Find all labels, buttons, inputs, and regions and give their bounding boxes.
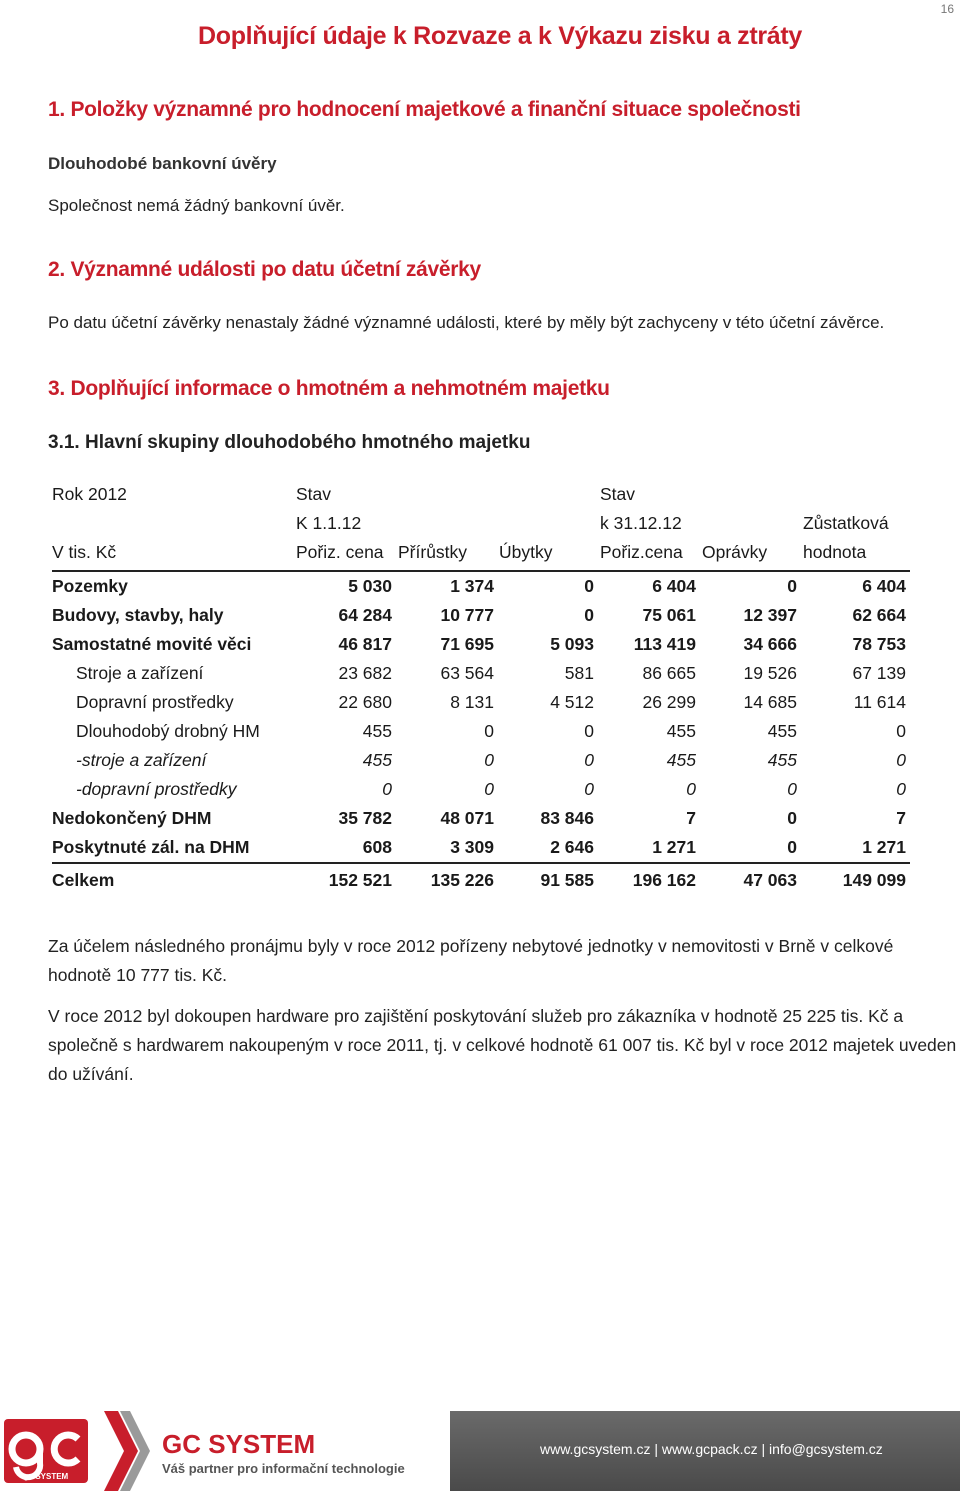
gc-system-brand-logo bbox=[104, 1411, 444, 1491]
footer-links[interactable]: www.gcsystem.cz | www.gcpack.cz | info@gcsystem.cz bbox=[540, 1441, 883, 1457]
section-2-heading: 2. Významné události po datu účetní závěrky bbox=[48, 258, 481, 281]
table-row: Nedokončený DHM 35 782 48 071 83 846 7 0 7 bbox=[52, 808, 906, 828]
table-row: Poskytnuté zál. na DHM 608 3 309 2 646 1 271 0 1 271 bbox=[52, 837, 906, 857]
footer-logo-mark-text: gc SYSTEM bbox=[23, 1472, 69, 1481]
header-col6-b: hodnota bbox=[803, 542, 867, 562]
table-row: Stroje a zařízení 23 682 63 564 581 86 665 19 526 67 139 bbox=[76, 663, 906, 683]
table-row: Budovy, stavby, haly 64 284 10 777 0 75 061 12 397 62 664 bbox=[52, 605, 906, 625]
gc-system-mark-logo bbox=[4, 1419, 88, 1483]
table-row: Dopravní prostředky 22 680 8 131 4 512 26 299 14 685 11 614 bbox=[76, 692, 906, 712]
footer-brand: GC SYSTEM bbox=[162, 1429, 316, 1459]
header-col4-c: Pořiz.cena bbox=[600, 542, 683, 562]
table-row: Samostatné movité věci 46 817 71 695 5 093 113 419 34 666 78 753 bbox=[52, 634, 906, 654]
header-unit: V tis. Kč bbox=[52, 542, 117, 562]
table-row: Dlouhodobý drobný HM 455 0 0 455 455 0 bbox=[76, 721, 906, 741]
header-col2: Přírůstky bbox=[398, 542, 468, 562]
section-1-heading: 1. Položky významné pro hodnocení majetkové a finanční situace společnosti bbox=[48, 98, 801, 121]
paragraph-purchase: Za účelem následného pronájmu byly v roce 2012 pořízeny nebytové jednotky v nemovitosti v Brně v celkové hodnotě 10 777 tis. Kč. bbox=[48, 936, 894, 985]
header-col1-c: Pořiz. cena bbox=[296, 542, 384, 562]
section-3-heading: 3. Doplňující informace o hmotném a nehmotném majetku bbox=[48, 377, 610, 400]
header-year: Rok 2012 bbox=[52, 484, 127, 504]
header-col4-b: k 31.12.12 bbox=[600, 513, 682, 533]
table-total-row: Celkem 152 521 135 226 91 585 196 162 47 063 149 099 bbox=[52, 862, 910, 894]
header-col1-a: Stav bbox=[296, 484, 332, 504]
table-header bbox=[52, 482, 910, 572]
header-col6-a: Zůstatková bbox=[803, 513, 889, 533]
section-1-text: Společnost nemá žádný bankovní úvěr. bbox=[48, 196, 345, 215]
table-row: -stroje a zařízení 455 0 0 455 455 0 bbox=[76, 750, 906, 770]
table-row: -dopravní prostředky 0 0 0 0 0 0 bbox=[76, 779, 906, 799]
section-2-text: Po datu účetní závěrky nenastaly žádné významné události, které by měly být zachyceny v této účetní závěrce. bbox=[48, 313, 885, 332]
page-number: 16 bbox=[940, 2, 954, 16]
header-col1-b: K 1.1.12 bbox=[296, 513, 362, 533]
footer-tagline: Váš partner pro informační technologie bbox=[162, 1461, 405, 1476]
header-col4-a: Stav bbox=[600, 484, 636, 504]
asset-table bbox=[52, 482, 910, 894]
header-col5: Oprávky bbox=[702, 542, 768, 562]
paragraph-hardware: V roce 2012 byl dokoupen hardware pro zajištění poskytování služeb pro zákazníka v hodnotě 25 225 tis. Kč a společně s hardwarem nakoupeným v roce 2011, tj. v celkové hodnotě 61 007 tis. Kč byl v roce 2012 majetek uveden do užívání. bbox=[48, 1006, 957, 1084]
section-1-subheading: Dlouhodobé bankovní úvěry bbox=[48, 154, 277, 173]
section-3-1-heading: 3.1. Hlavní skupiny dlouhodobého hmotného majetku bbox=[48, 432, 531, 453]
page-title: Doplňující údaje k Rozvaze a k Výkazu zisku a ztráty bbox=[197, 22, 803, 50]
table-row: Pozemky 5 030 1 374 0 6 404 0 6 404 bbox=[52, 576, 906, 596]
header-col3: Úbytky bbox=[499, 542, 553, 562]
